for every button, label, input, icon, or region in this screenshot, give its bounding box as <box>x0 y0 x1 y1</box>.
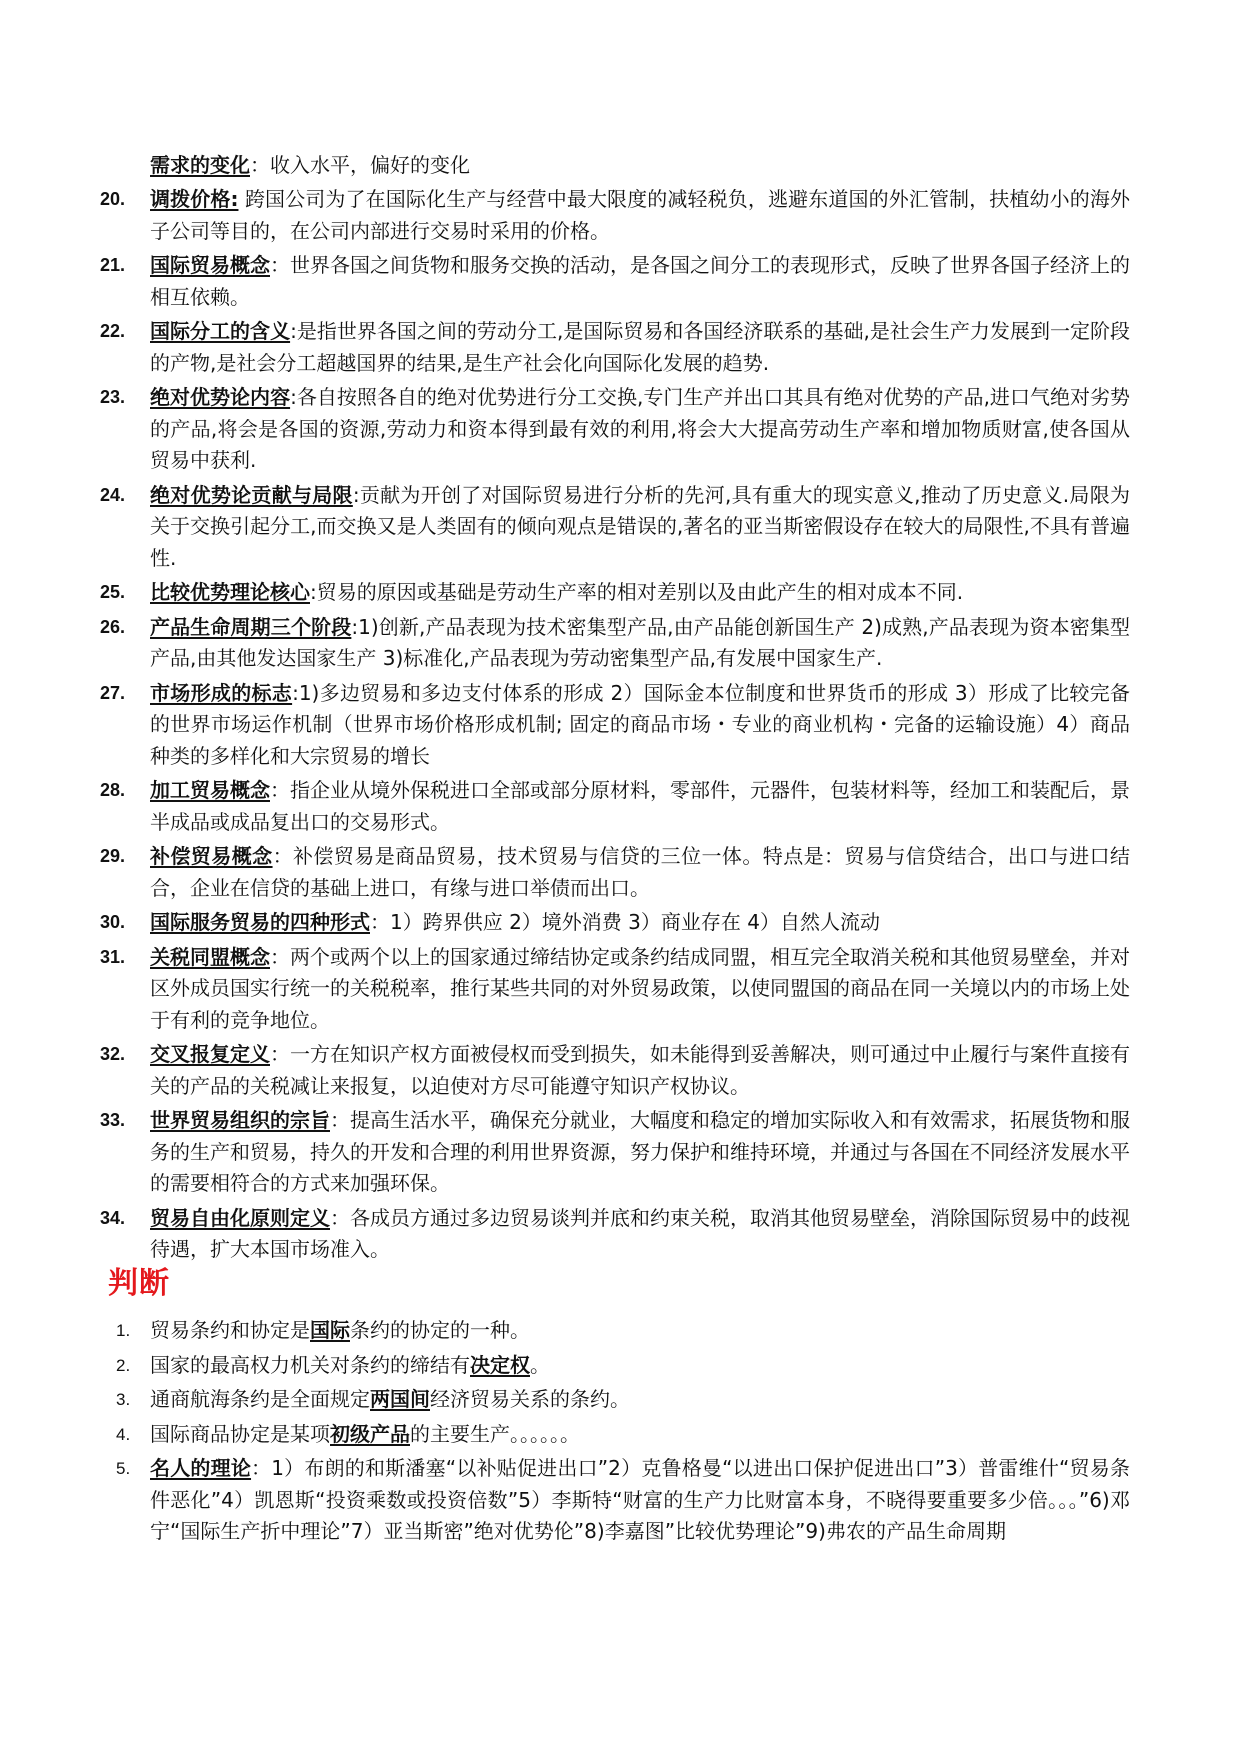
definition-item <box>100 577 1130 609</box>
item-number: 31. <box>100 946 126 967</box>
item-number: 21. <box>100 255 126 275</box>
item-text-before: 国际商品协定是某项 <box>150 1421 330 1446</box>
definition-term: 国际服务贸易的四种形式 <box>150 910 370 934</box>
item-number: 30. <box>100 912 126 932</box>
true-false-list <box>100 1315 1130 1551</box>
item-number: 20. <box>100 189 126 209</box>
definition-term: 调拨价格: <box>150 187 239 211</box>
item-text-before: 贸易条约和协定是 <box>150 1318 310 1342</box>
item-number: 4. <box>116 1424 131 1444</box>
item-number: 34. <box>100 1207 126 1228</box>
item-text-after: 条约的协定的一种。 <box>350 1318 530 1342</box>
definition-text: :1)创新,产品表现为技术密集型产品,由产品能创新国生产 2)成熟,产品表现为资本密集型产品,由其他发达国家生产 3)标准化,产品表现为劳动密集型产品,有发展中国家生产. <box>150 614 1130 670</box>
item-number: 1. <box>116 1321 131 1340</box>
highlighted-answer: 决定权 <box>470 1352 530 1377</box>
item-text-after: 的主要生产。。。。。。 <box>410 1421 580 1446</box>
definition-term: 关税同盟概念 <box>150 944 270 969</box>
definition-term: 绝对优势论贡献与局限 <box>150 482 353 507</box>
definition-term: 交叉报复定义 <box>150 1042 270 1066</box>
definition-term: 贸易自由化原则定义 <box>150 1205 330 1230</box>
definition-item <box>100 184 1130 247</box>
item-text-after: ：1）布朗的和斯潘塞“以补贴促进出口”2）克鲁格曼“以进出口保护促进出口”3）普雷维什“贸易条件恶化”4）凯恩斯“投资乘数或投资倍数”5）李斯特“财富的生产力比财富本身，不晓得要重要多少倍。。。”6)邓宁“国际生产折中理论”7）亚当斯密”绝对优势伦”8)李嘉图”比较优势理论”9)弗农的产品生命周期 <box>150 1456 1131 1543</box>
highlighted-answer: 名人的理论 <box>150 1456 252 1480</box>
definition-item <box>100 480 1130 575</box>
continuation-text: ：收入水平，偏好的变化 <box>250 153 470 177</box>
item-number: 32. <box>100 1044 126 1064</box>
definition-text: ：指企业从境外保税进口全部或部分原材料，零部件，元器件，包装材料等，经加工和装配后，景半成品或成品复出口的交易形式。 <box>150 778 1130 834</box>
true-false-item <box>100 1350 1130 1382</box>
definition-term: 国际贸易概念 <box>150 253 270 277</box>
definition-text: :各自按照各自的绝对优势进行分工交换,专门生产并出口其具有绝对优势的产品,进口气绝对劣势的产品,将会是各国的资源,劳动力和资本得到最有效的利用,将会大大提高劳动生产率和增加物质财富,使各国从贸易中获利. <box>150 385 1131 472</box>
definition-text: ：一方在知识产权方面被侵权而受到损失，如未能得到妥善解决，则可通过中止履行与案件直接有关的产品的关税减让来报复，以迫使对方尽可能遵守知识产权协议。 <box>150 1042 1130 1098</box>
definition-item <box>100 1203 1130 1266</box>
definition-item <box>100 1039 1130 1102</box>
item-number: 5. <box>116 1459 131 1478</box>
definition-term: 世界贸易组织的宗旨 <box>150 1108 330 1132</box>
definition-item <box>100 841 1130 904</box>
definition-item <box>100 942 1130 1037</box>
definition-text: ：提高生活水平，确保充分就业，大幅度和稳定的增加实际收入和有效需求，拓展货物和服务的生产和贸易，持久的开发和合理的利用世界资源，努力保护和维持环境，并通过与各国在不同经济发展水平的需要相符合的方式来加强环保。 <box>150 1108 1130 1195</box>
item-text-before: 通商航海条约是全面规定 <box>150 1387 370 1411</box>
true-false-item <box>100 1315 1130 1347</box>
item-text-after: 。 <box>530 1352 550 1377</box>
true-false-item <box>100 1419 1130 1451</box>
item-number: 2. <box>116 1355 131 1375</box>
definition-item <box>100 1105 1130 1200</box>
item-text-before: 国家的最高权力机关对条约的缔结有 <box>150 1352 470 1377</box>
true-false-item <box>100 1384 1130 1416</box>
item-number: 23. <box>100 387 126 407</box>
definition-text: ：世界各国之间货物和服务交换的活动，是各国之间分工的表现形式，反映了世界各国子经济上的相互依赖。 <box>150 253 1130 309</box>
definition-item <box>100 250 1130 313</box>
definition-text: ：补偿贸易是商品贸易，技术贸易与信贷的三位一体。特点是：贸易与信贷结合，出口与进口结合，企业在信贷的基础上进口，有缘与进口举债而出口。 <box>150 844 1131 900</box>
definition-term: 绝对优势论内容 <box>150 385 291 409</box>
definition-text: ：两个或两个以上的国家通过缔结协定或条约结成同盟，相互完全取消关税和其他贸易壁垒，并对区外成员国实行统一的关税税率，推行某些共同的对外贸易政策，以使同盟国的商品在同一关境以内的市场上处于有利的竞争地位。 <box>150 944 1130 1032</box>
definition-text: ：各成员方通过多边贸易谈判并底和约束关税，取消其他贸易壁垒，消除国际贸易中的歧视待遇，扩大本国市场准入。 <box>150 1205 1130 1261</box>
item-number: 26. <box>100 616 126 637</box>
section-heading: 判断 <box>108 1266 170 1301</box>
definition-text: :贸易的原因或基础是劳动生产率的相对差别以及由此产生的相对成本不同. <box>310 580 964 604</box>
definition-term: 国际分工的含义 <box>150 319 291 343</box>
item-number: 33. <box>100 1110 126 1130</box>
definition-text: :是指世界各国之间的劳动分工,是国际贸易和各国经济联系的基础,是社会生产力发展到一定阶段的产物,是社会分工超越国界的结果,是生产社会化向国际化发展的趋势. <box>150 319 1131 375</box>
definition-text: :贡献为开创了对国际贸易进行分析的先河,具有重大的现实意义,推动了历史意义.局限为关于交换引起分工,而交换又是人类固有的倾向观点是错误的,著名的亚当斯密假设存在较大的局限性,不具有普遍性. <box>150 482 1131 570</box>
item-number: 29. <box>100 846 126 866</box>
item-number: 25. <box>100 582 126 602</box>
definition-text: :1)多边贸易和多边支付体系的形成 2）国际金本位制度和世界货币的形成 3）形成了比较完备的世界市场运作机制（世界市场价格形成机制; 固定的商品市场・专业的商业机构・完备的运输设施）4）商品种类的多样化和大宗贸易的增长 <box>150 680 1131 768</box>
continuation-term: 需求的变化 <box>150 153 250 177</box>
definition-text: ：1）跨界供应 2）境外消费 3）商业存在 4）自然人流动 <box>370 910 880 934</box>
definition-item <box>100 678 1130 773</box>
definition-list <box>100 184 1130 1269</box>
item-number: 28. <box>100 780 126 800</box>
definition-text: 跨国公司为了在国际化生产与经营中最大限度的减轻税负，逃避东道国的外汇管制，扶植幼小的海外子公司等目的，在公司内部进行交易时采用的价格。 <box>150 187 1130 243</box>
continuation-line <box>150 150 1130 181</box>
definition-item <box>100 316 1130 379</box>
item-text-after: 经济贸易关系的条约。 <box>430 1387 630 1411</box>
true-false-item <box>100 1453 1130 1548</box>
definition-term: 加工贸易概念 <box>150 778 270 802</box>
definition-item <box>100 382 1130 477</box>
item-number: 27. <box>100 682 126 703</box>
definition-term: 市场形成的标志 <box>150 680 293 705</box>
definition-term: 产品生命周期三个阶段 <box>150 614 352 639</box>
item-number: 22. <box>100 321 126 341</box>
highlighted-answer: 两国间 <box>370 1387 430 1411</box>
item-number: 24. <box>100 484 126 505</box>
definition-item <box>100 612 1130 675</box>
definition-term: 补偿贸易概念 <box>150 844 273 868</box>
highlighted-answer: 国际 <box>310 1318 350 1342</box>
definition-item <box>100 775 1130 838</box>
highlighted-answer: 初级产品 <box>330 1421 410 1446</box>
item-number: 3. <box>116 1390 131 1409</box>
definition-term: 比较优势理论核心 <box>150 580 310 604</box>
definition-item <box>100 907 1130 939</box>
